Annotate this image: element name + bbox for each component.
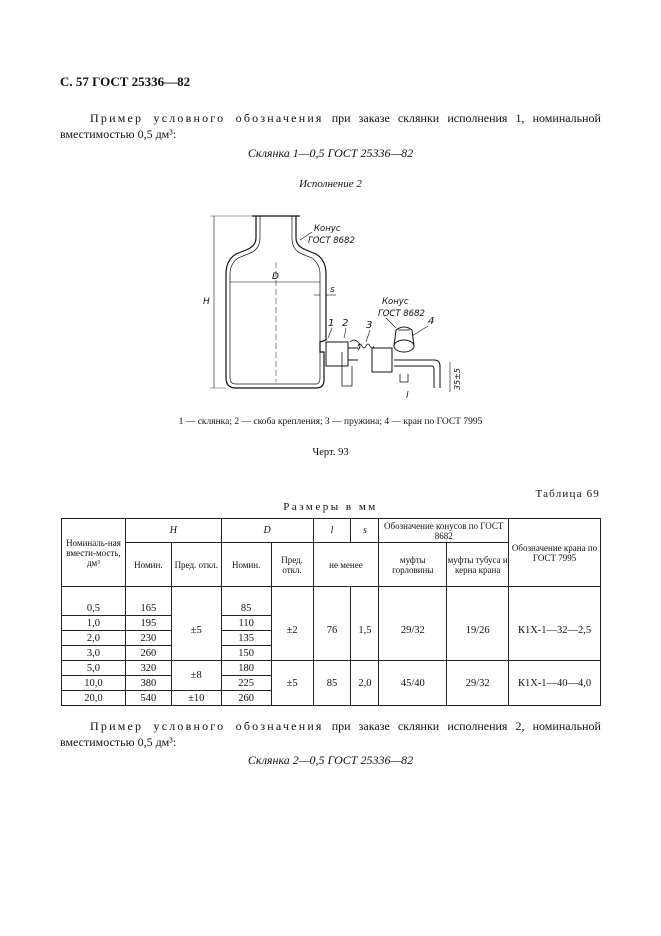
part-number-3: 3 — [366, 320, 373, 331]
example-heading: Пример условного обозначения — [90, 111, 324, 125]
col-D-dev: Пред. откл. — [271, 543, 313, 587]
page-header: С. 57 ГОСТ 25336—82 — [60, 74, 191, 89]
version-title: Исполнение 2 — [299, 178, 362, 190]
table-label: Таблица 69 — [535, 488, 600, 500]
figure-caption: 1 — склянка; 2 — скоба крепления; 3 — пружина; 4 — кран по ГОСТ 7995 — [178, 417, 483, 427]
table-row: 1,0 195 110 — [62, 616, 601, 631]
table-row: 5,0 320 ±8 180 ±5 85 2,0 45/40 29/32 К1Х-1—40—4,0 — [62, 661, 601, 676]
dimension-H-label: H — [203, 297, 210, 307]
table-row: 3,0 260 150 — [62, 646, 601, 661]
table-row: 2,0 230 135 — [62, 631, 601, 646]
col-H-dev: Пред. откл. — [171, 543, 221, 587]
example-paragraph-2 — [60, 718, 601, 750]
dimensions-table — [61, 518, 601, 706]
col-neck: муфты горловины — [379, 543, 447, 587]
table-row: 10,0 380 225 — [62, 676, 601, 691]
col-H: H — [125, 519, 221, 543]
dimension-s-label: s — [330, 285, 335, 295]
dimension-D-label: D — [272, 272, 279, 282]
example-text-2: при заказе склянки исполнения 2, номинальной вместимостью 0,5 дм³: — [60, 719, 601, 749]
bottle-drawing — [196, 202, 496, 400]
col-cones: Обозначение конусов по ГОСТ 8682 — [379, 519, 509, 543]
designation-example-2: Склянка 2—0,5 ГОСТ 25336—82 — [247, 753, 414, 767]
part-number-4: 4 — [428, 316, 435, 327]
col-H-nom: Номин. — [125, 543, 171, 587]
dimension-l-label: l — [406, 391, 409, 400]
col-tap: Обозначение крана по ГОСТ 7995 — [509, 519, 601, 587]
col-capacity: Номиналь-ная вмести-мость, дм³ — [62, 519, 126, 587]
cone-standard-top: ГОСТ 8682 — [308, 236, 355, 246]
col-l: l — [313, 519, 351, 543]
example-paragraph-1 — [60, 110, 601, 142]
example-text: при заказе склянки исполнения 1, номинальной вместимостью 0,5 дм³: — [60, 111, 601, 141]
col-D: D — [221, 519, 313, 543]
cone-label-tap: Конус — [382, 297, 409, 307]
table-units: Размеры в мм — [283, 501, 378, 513]
part-number-1: 1 — [328, 318, 335, 329]
cone-label-top: Конус — [314, 224, 341, 234]
dimension-35-label: 35±5 — [453, 368, 462, 390]
table-row: 20,0 540 ±10 260 — [62, 691, 601, 706]
col-D-nom: Номин. — [221, 543, 271, 587]
col-tubus: муфты тубуса и керна крана — [447, 543, 509, 587]
example-heading-2: Пример условного обозначения — [90, 719, 324, 733]
figure-label: Черт. 93 — [312, 447, 349, 458]
col-s: s — [351, 519, 379, 543]
table-row: 0,5 165 ±5 85 ±2 76 1,5 29/32 19/26 К1Х-1—32—2,5 — [62, 601, 601, 616]
part-number-2: 2 — [342, 318, 349, 329]
designation-example-1: Склянка 1—0,5 ГОСТ 25336—82 — [247, 146, 414, 160]
col-min: не менее — [313, 543, 379, 587]
cone-standard-tap: ГОСТ 8682 — [378, 309, 425, 319]
